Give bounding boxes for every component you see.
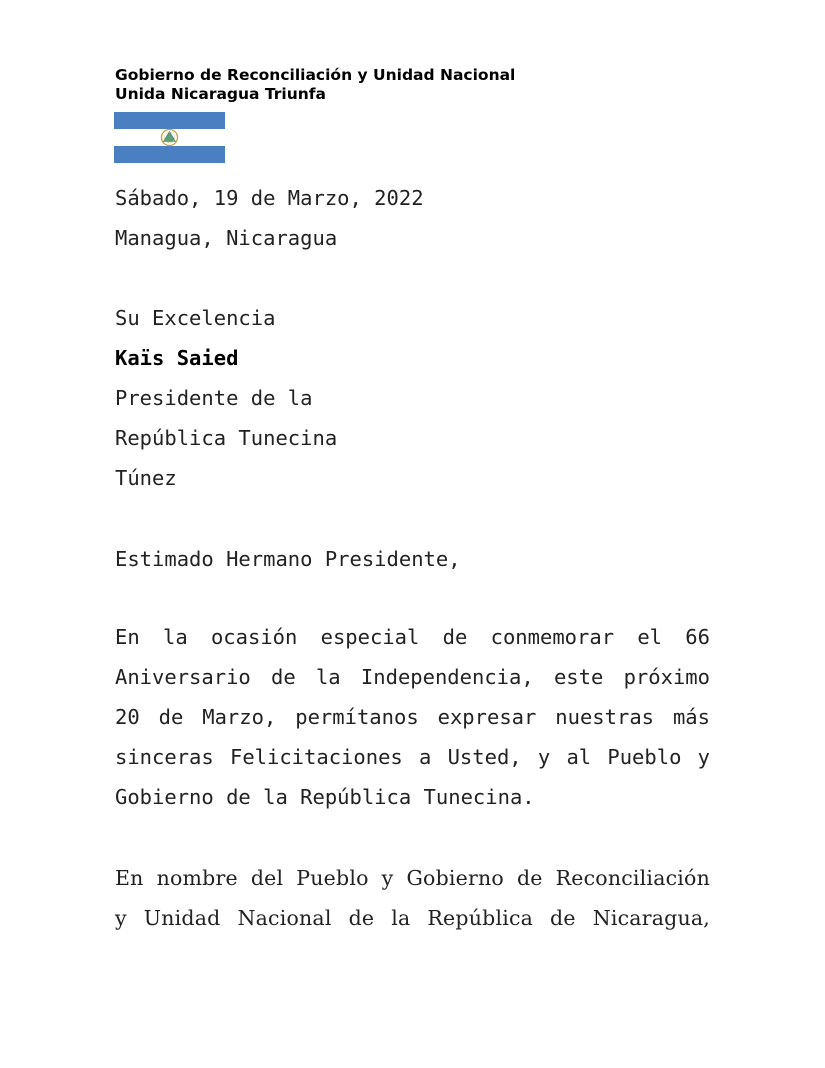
letter-date: Sábado, 19 de Marzo, 2022 [115,186,424,210]
paragraph-congratulations [115,617,710,817]
recipient-position-line2: República Tunecina [115,426,338,450]
paragraph-line: En nombre del Pueblo y Gobierno de Reconciliación [115,866,710,890]
paragraph-line: Aniversario de la Independencia, este próximo [115,665,710,689]
letterhead-government-name: Gobierno de Reconciliación y Unidad Nacional [115,66,516,84]
paragraph-line: En la ocasión especial de conmemorar el 66 [115,625,710,649]
recipient-position-line1: Presidente de la [115,386,313,410]
paragraph-line: sinceras Felicitaciones a Usted, y al Pueblo y [115,745,710,769]
recipient-country: Túnez [115,466,177,490]
paragraph-line: 20 de Marzo, permítanos expresar nuestras más [115,705,710,729]
letterhead [115,66,515,104]
paragraph-line: Gobierno de la República Tunecina. [115,785,535,809]
greeting: Estimado Hermano Presidente, [115,547,461,571]
paragraph-on-behalf [115,858,710,938]
letter-place: Managua, Nicaragua [115,226,338,250]
letterhead-slogan: Unida Nicaragua Triunfa [115,85,327,103]
paragraph-line: y Unidad Nacional de la República de Nicaragua, [115,906,710,930]
recipient-title: Su Excelencia [115,306,276,330]
nicaragua-flag-icon [114,112,225,163]
recipient-name: Kaïs Saied [115,346,239,370]
